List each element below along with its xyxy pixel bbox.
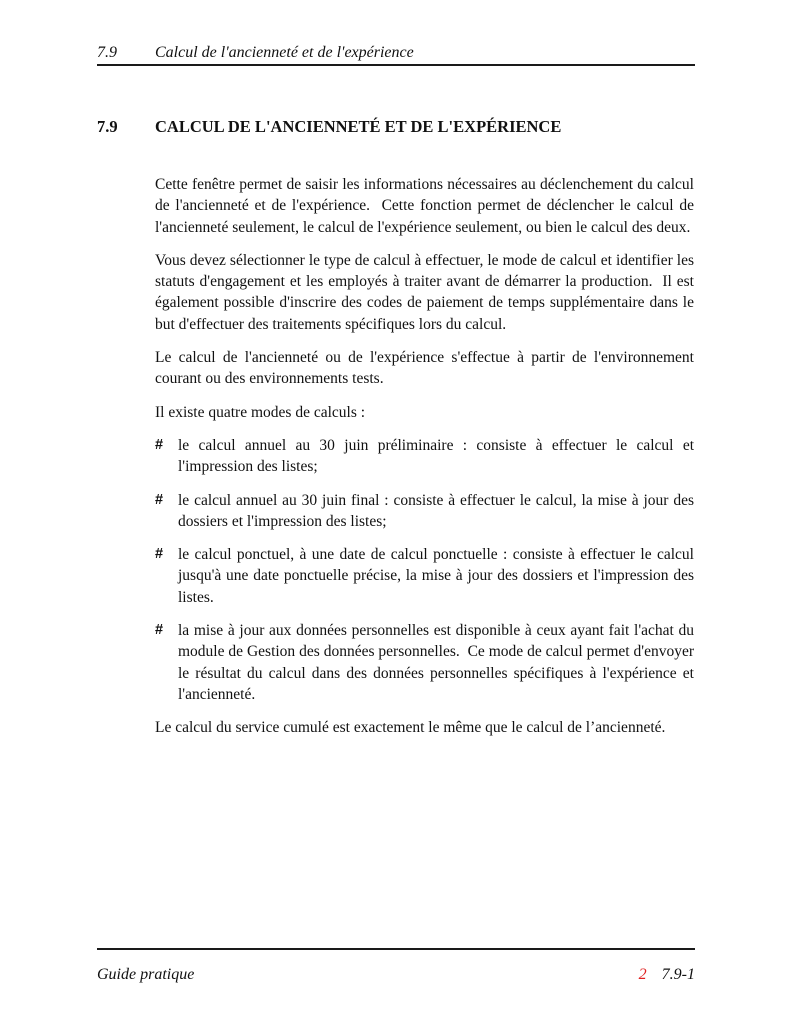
bullet-text: le calcul annuel au 30 juin final : consiste à effectuer le calcul, la mise à jour des dossiers et l'impression des listes; [178, 491, 694, 530]
section-title: CALCUL DE L'ANCIENNETÉ ET DE L'EXPÉRIENCE [155, 117, 562, 136]
bullet-text: le calcul annuel au 30 juin préliminaire : consiste à effectuer le calcul et l'impression des listes; [178, 436, 694, 476]
page-footer [97, 966, 695, 984]
bullet-marker: # [155, 622, 164, 639]
paragraph: Il existe quatre modes de calculs : [155, 403, 366, 421]
page-content [97, 116, 695, 751]
footer-page-number: 2 [638, 966, 647, 983]
paragraph: Le calcul de l'ancienneté ou de l'expérience s'effectue à partir de l'environnement courant ou des environnements tests. [155, 349, 694, 388]
list-item [155, 435, 694, 478]
closing-paragraph: Le calcul du service cumulé est exactement le même que le calcul de l’ancienneté. [155, 719, 666, 737]
running-head-number: 7.9 [97, 44, 117, 61]
running-head [97, 43, 695, 63]
footer-document-title: Guide pratique [97, 966, 195, 983]
running-head-title: Calcul de l'ancienneté et de l'expérience [155, 44, 414, 61]
bullet-text: le calcul ponctuel, à une date de calcul ponctuelle : consiste à effectuer le calcul jusqu'à une date ponctuelle précise, la mise à jour des dossiers et l'impression des listes. [178, 546, 694, 606]
body-text [155, 174, 694, 739]
paragraph: Cette fenêtre permet de saisir les informations nécessaires au déclenchement du calcul de l'ancienneté et de l'expérience. Cette fonction permet de déclencher le calcul de l'ancienneté seulement, le calcul de l'expérience seulement, ou bien le calcul des deux. [155, 176, 694, 236]
footer-section-page: 7.9-1 [661, 966, 695, 983]
footer-page-info [639, 966, 695, 984]
footer-rule [97, 948, 695, 950]
paragraph: Vous devez sélectionner le type de calcul à effectuer, le mode de calcul et identifier les statuts d'engagement et les employés à traiter avant de démarrer la production. Il est également possible d'inscrire des codes de paiement de temps supplémentaire dans le but d'effectuer des traitements spécifiques lors du calcul. [155, 251, 694, 333]
bullet-text: la mise à jour aux données personnelles est disponible à ceux ayant fait l'achat du module de Gestion des données personnelles. Ce mode de calcul permet d'envoyer le résultat du calcul dans des données personnelles spécifiques à l'expérience et l'ancienneté. [178, 622, 694, 703]
list-item [155, 490, 694, 533]
bullet-marker: # [155, 436, 164, 453]
list-item [155, 620, 694, 705]
list-item [155, 544, 694, 608]
section-number: 7.9 [97, 117, 118, 136]
header-rule [97, 64, 695, 66]
bullet-marker: # [155, 491, 164, 508]
bullet-marker: # [155, 546, 164, 563]
section-heading [97, 116, 695, 138]
